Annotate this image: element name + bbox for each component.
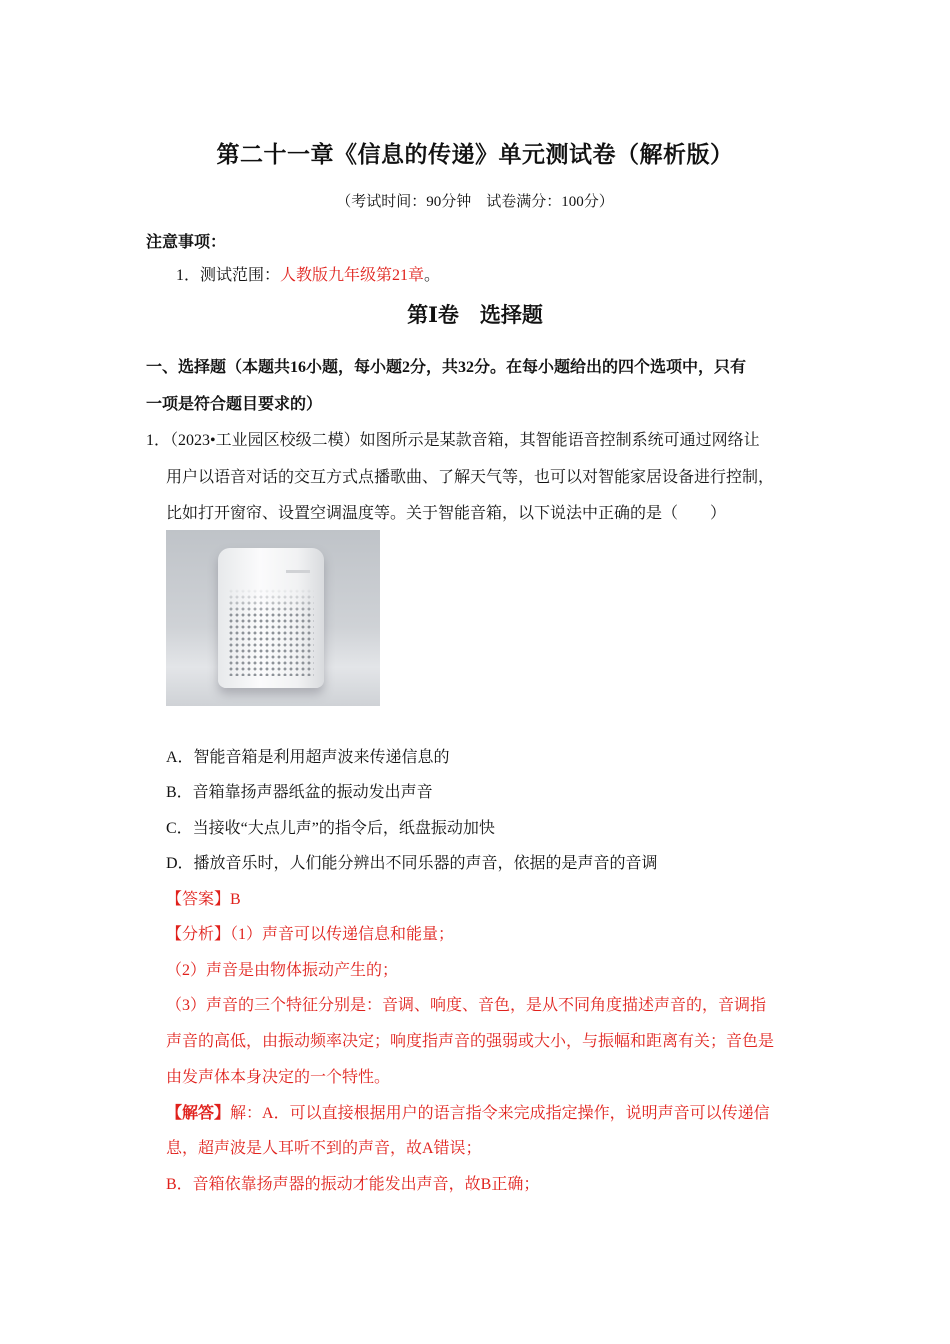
question-stem-line-3: 比如打开窗帘、设置空调温度等。关于智能音箱，以下说法中正确的是（ ） [166, 505, 727, 522]
option-c: C．当接收“大点儿声”的指令后，纸盘振动加快 [166, 820, 495, 837]
solution-label: 【解答】 [166, 1105, 231, 1122]
answer-line: 【答案】B [166, 891, 241, 908]
question-stem-line-2: 用户以语音对话的交互方式点播歌曲、了解天气等，也可以对智能家居设备进行控制， [166, 469, 775, 486]
analysis-line-3: （3）声音的三个特征分别是：音调、响度、音色，是从不同角度描述声音的，音调指 [166, 997, 767, 1014]
exam-info: （考试时间：90分钟 试卷满分：100分） [336, 194, 614, 210]
option-a: A．智能音箱是利用超声波来传递信息的 [166, 749, 450, 766]
analysis-line-1: 【分析】（1）声音可以传递信息和能量； [166, 926, 455, 943]
solution-line-1: 【解答】解：A．可以直接根据用户的语言指令来完成指定操作，说明声音可以传递信 [166, 1105, 770, 1122]
option-d: D．播放音乐时，人们能分辨出不同乐器的声音，依据的是声音的音调 [166, 855, 658, 872]
notice-item [176, 262, 440, 285]
section-title: 第Ⅰ卷 选择题 [407, 303, 543, 327]
solution-line-2: 息，超声波是人耳听不到的声音，故A错误； [166, 1140, 482, 1157]
analysis-line-4: 声音的高低，由振动频率决定；响度指声音的强弱或大小，与振幅和距离有关；音色是 [166, 1033, 775, 1050]
part-instructions-line-2: 一项是符合题目要求的） [146, 396, 323, 413]
question-stem-line-1: 1．（2023•工业园区校级二模）如图所示是某款音箱，其智能语音控制系统可通过网络让 [146, 432, 760, 449]
option-b: B．音箱靠扬声器纸盆的振动发出声音 [166, 784, 433, 801]
analysis-line-2: （2）声音是由物体振动产生的； [166, 962, 399, 979]
document-title: 第二十一章《信息的传递》单元测试卷（解析版） [216, 142, 734, 167]
solution-line-3: B．音箱依靠扬声器的振动才能发出声音，故B正确； [166, 1176, 540, 1193]
notice-item-prefix: 1．测试范围： [176, 267, 281, 284]
part-instructions-line-1: 一、选择题（本题共16小题，每小题2分，共32分。在每小题给出的四个选项中，只有 [146, 359, 747, 376]
notice-heading: 注意事项： [146, 234, 227, 251]
notice-item-highlight: 人教版九年级第21章 [280, 267, 425, 284]
analysis-label: 【分析】 [166, 926, 231, 943]
smart-speaker-photo [166, 530, 380, 706]
smart-speaker-illustration [218, 548, 324, 688]
notice-item-suffix: 。 [424, 267, 441, 284]
analysis-line-5: 由发声体本身决定的一个特性。 [166, 1069, 391, 1086]
